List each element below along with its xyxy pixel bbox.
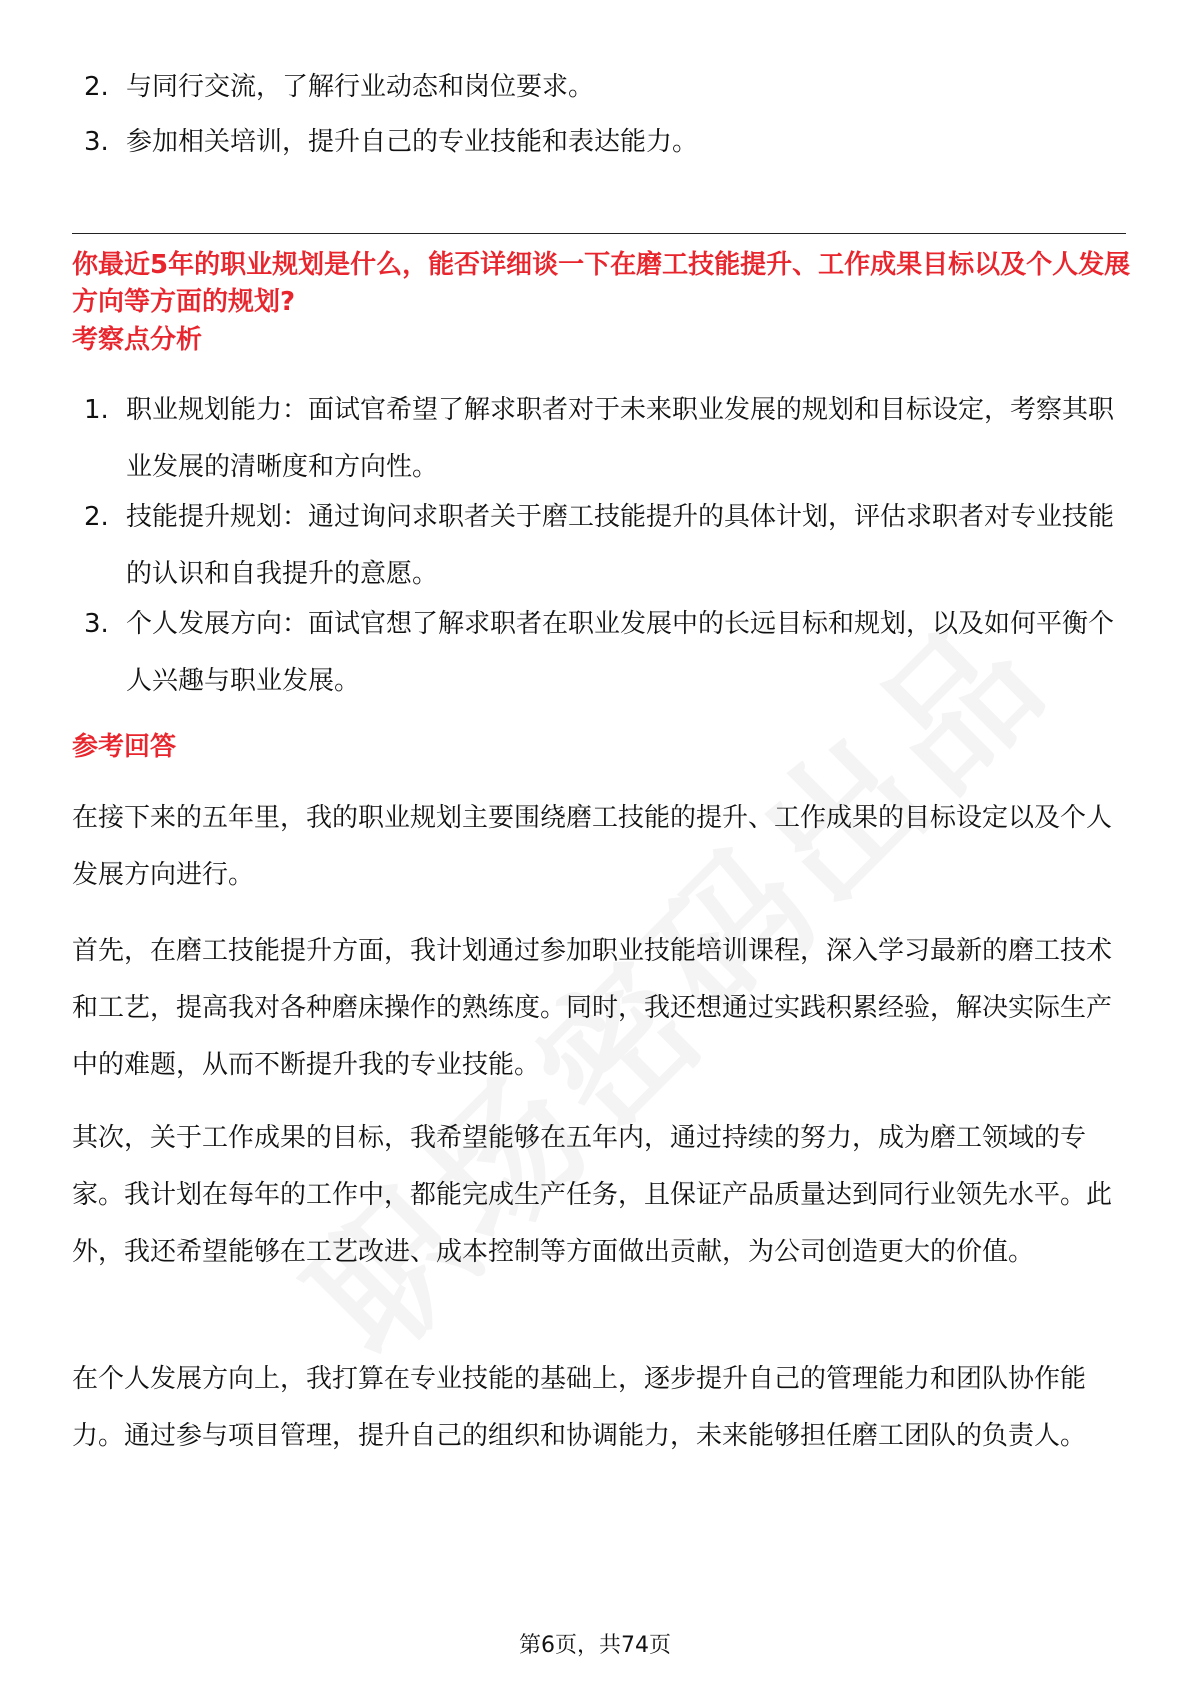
answer-paragraph: 其次，关于工作成果的目标，我希望能够在五年内，通过持续的努力，成为磨工领域的专家。我计划在每年的工作中，都能完成生产任务，且保证产品质量达到同行业领先水平。此外，我还希望能够在工艺改进、成本控制等方面做出贡献，为公司创造更大的价值。 xyxy=(72,1123,1113,1267)
answer-paragraph: 首先，在磨工技能提升方面，我计划通过参加职业技能培训课程，深入学习最新的磨工技术和工艺，提高我对各种磨床操作的熟练度。同时，我还想通过实践积累经验，解决实际生产中的难题，从而不断提升我的专业技能。 xyxy=(72,936,1113,1080)
section-divider xyxy=(72,233,1126,234)
list-text: 与同行交流，了解行业动态和岗位要求。 xyxy=(126,72,595,102)
list-number: 3. xyxy=(84,127,109,157)
list-text: 职业规划能力：面试官希望了解求职者对于未来职业发展的规划和目标设定，考察其职业发展的清晰度和方向性。 xyxy=(126,395,1115,482)
list-item xyxy=(84,114,1124,171)
analysis-title: 考察点分析 xyxy=(72,325,203,355)
list-number: 3. xyxy=(84,609,109,639)
list-item xyxy=(84,59,1124,116)
list-text: 参加相关培训，提升自己的专业技能和表达能力。 xyxy=(126,127,699,157)
list-item xyxy=(84,382,1124,496)
list-number: 2. xyxy=(84,72,109,102)
answer-paragraph: 在个人发展方向上，我打算在专业技能的基础上，逐步提升自己的管理能力和团队协作能力。通过参与项目管理，提升自己的组织和协调能力，未来能够担任磨工团队的负责人。 xyxy=(72,1364,1087,1451)
page-number: 第6页，共74页 xyxy=(519,1633,671,1658)
list-number: 1. xyxy=(84,395,109,425)
answer-paragraph: 在接下来的五年里，我的职业规划主要围绕磨工技能的提升、工作成果的目标设定以及个人发展方向进行。 xyxy=(72,803,1113,890)
list-item xyxy=(84,489,1124,603)
answer-title: 参考回答 xyxy=(72,732,177,762)
list-item xyxy=(84,596,1124,710)
list-number: 2. xyxy=(84,502,109,532)
question-heading: 你最近5年的职业规划是什么，能否详细谈一下在磨工技能提升、工作成果目标以及个人发展方向等方面的规划? xyxy=(72,250,1131,317)
list-text: 技能提升规划：通过询问求职者关于磨工技能提升的具体计划，评估求职者对专业技能的认识和自我提升的意愿。 xyxy=(126,502,1115,589)
list-text: 个人发展方向：面试官想了解求职者在职业发展中的长远目标和规划，以及如何平衡个人兴趣与职业发展。 xyxy=(126,609,1115,696)
